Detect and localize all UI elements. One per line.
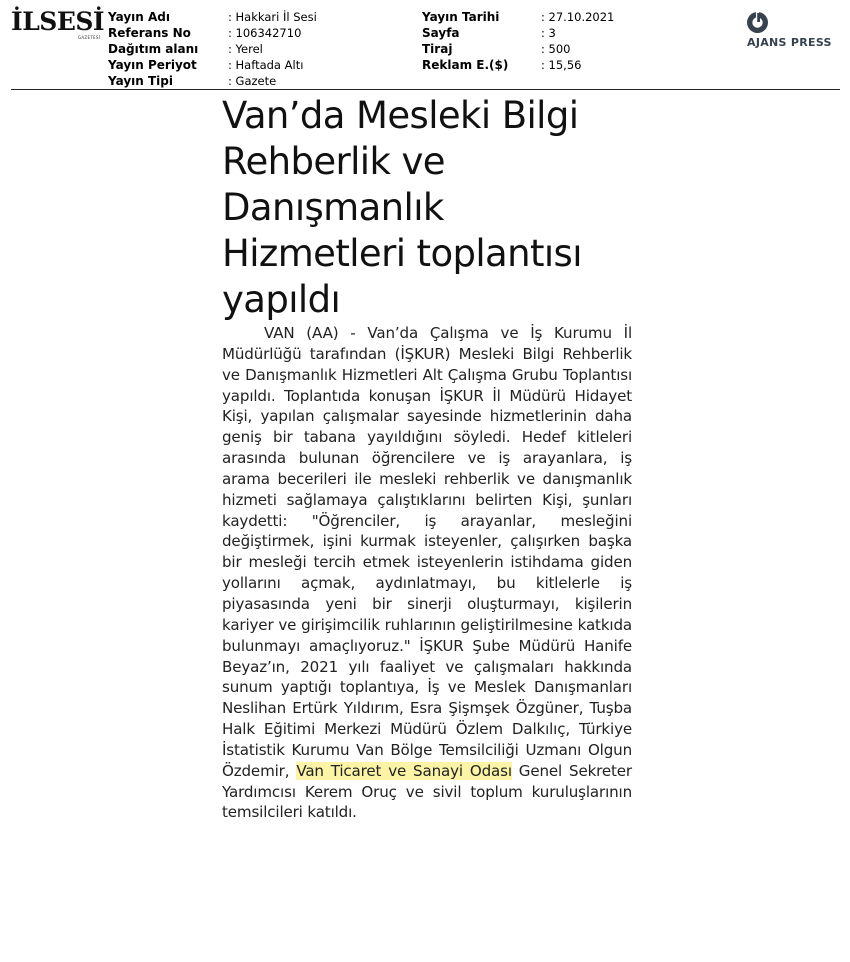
newspaper-logo-subtitle: GAZETESİ	[78, 35, 101, 40]
meta-value: : 27.10.2021	[541, 10, 615, 24]
meta-label: Tiraj	[422, 42, 453, 56]
clipping-header	[0, 0, 850, 92]
meta-value: : Hakkari İl Sesi	[228, 10, 317, 24]
agency-name: AJANS PRESS	[747, 36, 832, 49]
meta-label: Dağıtım alanı	[108, 42, 199, 56]
meta-label: Yayın Tarihi	[422, 10, 500, 24]
meta-value: : 15,56	[541, 58, 582, 72]
meta-label: Reklam E.($)	[422, 58, 509, 72]
highlighted-keyword: Van Ticaret ve Sanayi Odası	[296, 761, 512, 780]
meta-value: : Haftada Altı	[228, 58, 304, 72]
meta-label: Yayın Adı	[108, 10, 170, 24]
newspaper-logo: İLSESİ	[11, 7, 105, 36]
header-divider	[11, 89, 840, 90]
meta-label: Sayfa	[422, 26, 460, 40]
meta-label: Referans No	[108, 26, 191, 40]
article-body-text-end: Genel Sekreter Yardımcısı Kerem Oruç ve sivil toplum kuruluşlarının temsilcileri katıldı.	[222, 761, 632, 822]
article-headline: Van’da Mesleki Bilgi Rehberlik ve Danışmanlık Hizmetleri toplantısı yapıldı	[222, 94, 582, 321]
meta-value: : 3	[541, 26, 556, 40]
article	[222, 93, 632, 823]
meta-value: : 500	[541, 42, 571, 56]
meta-value: : Gazete	[228, 74, 277, 88]
meta-label: Yayın Periyot	[108, 58, 197, 72]
article-body	[222, 323, 632, 823]
meta-label: Yayın Tipi	[108, 74, 173, 88]
meta-value: : 106342710	[228, 26, 302, 40]
meta-value: : Yerel	[228, 42, 263, 56]
article-body-text: VAN (AA) - Van’da Çalışma ve İş Kurumu İl Müdürlüğü tarafından (İŞKUR) Mesleki Bilgi Rehberlik ve Danışmanlık Hizmetleri Alt Çalışma Grubu Toplantısı yapıldı. Toplantıda konuşan İŞKUR İl Müdürü Hidayet Kişi, yapılan çalışmalar sayesinde hizmetlerinin daha geniş bir tabana yayıldığını söyledi. Hedef kitleleri arasında bulunan öğrencilere ve iş arayanlara, iş arama becerileri ile mesleki rehberlik ve danışmanlık hizmeti sağlamaya çalıştıklarını belirten Kişi, şunları kaydetti: "Öğrenciler, iş arayanlar, mesleğini değiştirmek, işini kurmak isteyenler, çalışırken başka bir mesleği tercih etmek isteyenlerin istihdama giden yollarını açmak, aydınlatmayı, bu kitlelerle iş piyasasında yeni bir sinerji oluşturmayı, kişilerin kariyer ve girişimcilik ruhlarının geliştirilmesine katkıda bulunmayı amaçlıyoruz." İŞKUR Şube Müdürü Hanife Beyaz’ın, 2021 yılı faaliyet ve çalışmaları hakkında sunum yaptığı toplantıya, İş ve Meslek Danışmanları Neslihan Ertürk Yıldırım, Esra Şişmşek Özgüner, Tuşba Halk Eğitimi Merkezi Müdürü Özlem Dalkılıç, Türkiye İstatistik Kurumu Van Bölge Temsilciliği Uzmanı Olgun Özdemir,	[222, 324, 632, 780]
